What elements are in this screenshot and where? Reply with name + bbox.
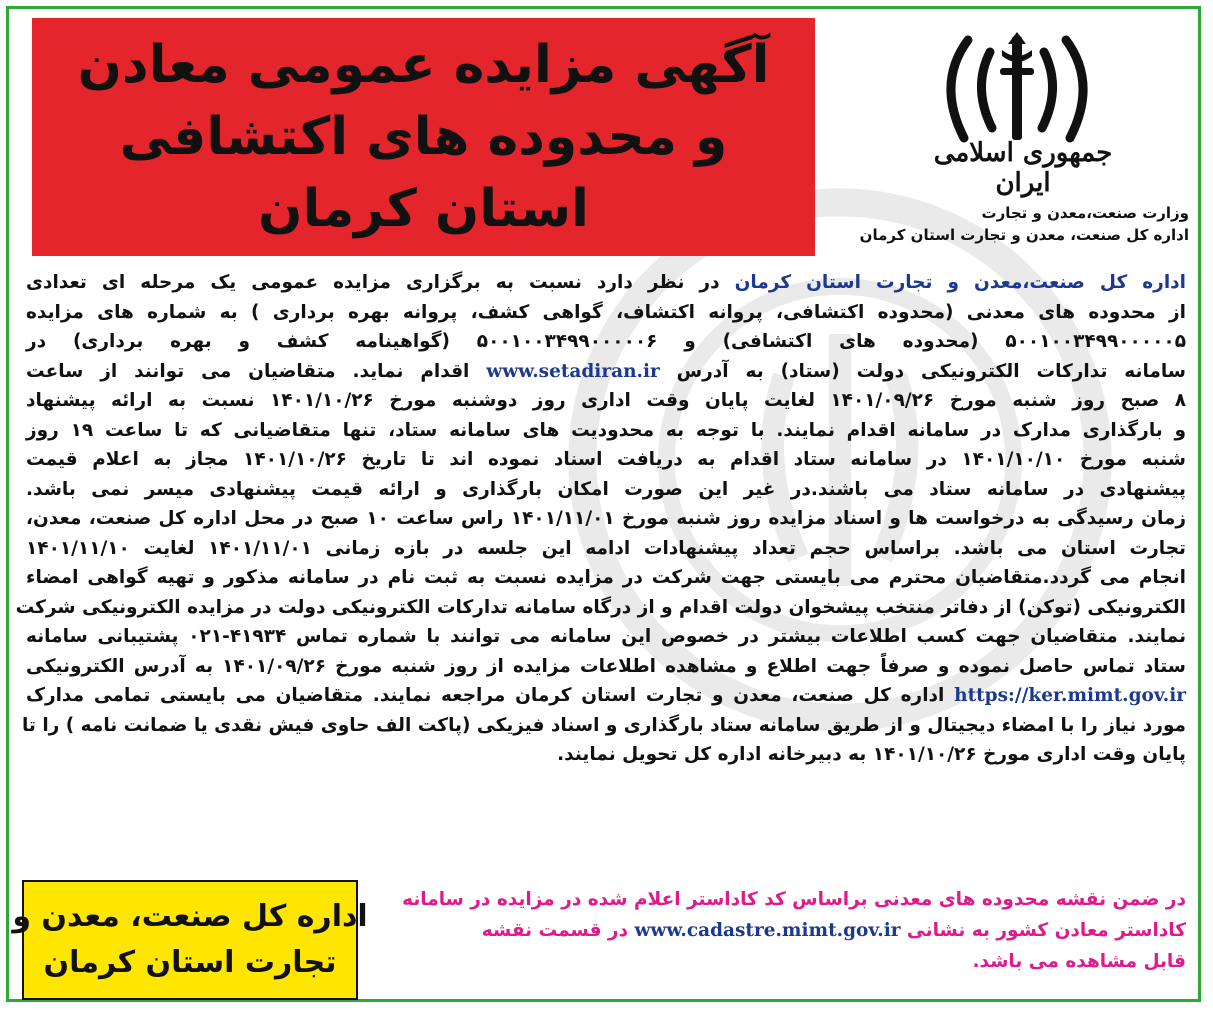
signature-line-1: اداره کل صنعت، معدن و [12, 899, 368, 934]
body-line [26, 681, 1186, 711]
body-line [26, 357, 1186, 387]
setadiran-link[interactable]: www.setadiran.ir [486, 360, 660, 382]
body-line: نمایند. متقاضیان جهت کسب اطلاعات بیشتر در خصوص این سامانه می توانند با شماره تماس ۴۱۹۳۴-۰۲۱ پشتیبانی سامانه [26, 626, 1187, 647]
body-line: از محدوده های معدنی (محدوده اکتشافی، پروانه اکتشاف، گواهی کشف، پروانه بهره برداری ) به شماره های مزایده [26, 301, 1186, 323]
body-line: زمان رسیدگی به درخواست ها و اسناد مزایده روز شنبه مورخ ۱۴۰۱/۱۱/۰۱ راس ساعت ۱۰ صبح در محل اداره کل صنعت، معدن، [26, 508, 1186, 529]
note-text-segment: کاداستر معادن کشور به نشانی [900, 920, 1186, 941]
body-line: الکترونیکی (توکن) از دفاتر منتخب پیشخوان دولت اقدام و از درگاه سامانه تدارکات الکترونیکی دولت در مزایده الکترونیکی شرکت [15, 596, 1186, 618]
body-line: مورد نیاز را با امضاء دیجیتال و از طریق سامانه ستاد بارگذاری و اسناد فیزیکی (پاکت الف حاوی فیش نقدی یا ضمانت نامه ) را تا [21, 714, 1186, 736]
body-line: ستاد تماس حاصل نموده و صرفاً جهت اطلاع و مشاهده اطلاعات مزایده از روز شنبه مورخ ۱۴۰۱/۰۹/۲۶ به آدرس الکترونیکی [26, 655, 1186, 677]
department-name: اداره کل صنعت، معدن و تجارت استان کرمان [859, 226, 1189, 244]
emblem-caption: جمهوری اسلامی ایران [933, 138, 1113, 198]
mimt-link[interactable]: https://ker.mimt.gov.ir [954, 685, 1186, 706]
title-line-1: آگهی مزایده عمومی معادن [77, 35, 770, 95]
signature-line-2: تجارت استان کرمان [43, 945, 337, 980]
body-line: شنبه مورخ ۱۴۰۱/۱۰/۱۰ در سامانه ستاد اقدام به دریافت اسناد نموده اند تا تاریخ ۱۴۰۱/۱۰/۲۶ مجاز به اعلام قیمت [26, 449, 1186, 470]
body-line: تجارت استان می باشد. براساس حجم تعداد پیشنهادات ادامه این جلسه در بازه زمانی ۱۴۰۱/۱۱/۰۱ لغایت ۱۴۰۱/۱۱/۱۰ [26, 537, 1186, 559]
body-text-segment: در نظر دارد نسبت به برگزاری مزایده عمومی یک مرحله ای تعدادی [26, 272, 735, 293]
body-line: ۵۰۰۱۰۰۳۴۹۹۰۰۰۰۰۵ (محدوده های اکتشافی) و ۵۰۰۱۰۰۳۴۹۹۰۰۰۰۰۶ (گواهینامه کشف و بهره برداری) در [26, 331, 1186, 352]
note-line: قابل مشاهده می باشد. [972, 951, 1186, 972]
title-line-3: استان کرمان [258, 179, 589, 239]
body-line: ۸ صبح روز شنبه مورخ ۱۴۰۱/۰۹/۲۶ لغایت پایان وقت اداری روز دوشنبه مورخ ۱۴۰۱/۱۰/۲۶ نسبت به ارائه پیشنهاد [26, 390, 1186, 411]
body-line: پایان وقت اداری مورخ ۱۴۰۱/۱۰/۲۶ به دبیرخانه اداره کل تحویل نمایند. [557, 744, 1186, 765]
body-line: انجام می گردد.متقاضیان محترم می بایستی جهت شرکت در مزایده نسبت به ثبت نام در سامانه مذکور و تهیه گواهی امضاء [26, 567, 1186, 588]
body-line: پیشنهادی در سامانه ستاد می باشند.در غیر این صورت امکان بارگذاری و ارائه قیمت پیشنهادی میسر نمی باشد. [26, 478, 1186, 500]
note-text-segment: در قسمت نقشه [481, 920, 635, 941]
body-text-segment: اقدام نماید. متقاضیان می توانند از ساعت [26, 360, 487, 382]
ministry-header [860, 202, 1189, 246]
body-line [26, 268, 1186, 298]
ministry-name: وزارت صنعت،معدن و تجارت [981, 204, 1189, 222]
note-line: در ضمن نقشه محدوده های معدنی براساس کد کاداستر اعلام شده در مزایده در سامانه [402, 889, 1186, 910]
body-text-segment: سامانه تدارکات الکترونیکی دولت (ستاد) به آدرس [659, 360, 1187, 382]
title-banner [32, 18, 815, 256]
announcement-body [15, 268, 1187, 770]
organization-name: اداره کل صنعت،معدن و تجارت استان کرمان [734, 272, 1186, 293]
body-line: و بارگذاری مدارک در سامانه اقدام نمایند. با توجه به محدودیت های سامانه ستاد، تنها متقاضیانی که تا ساعت ۱۹ روز [26, 419, 1186, 441]
cadastre-note [370, 884, 1186, 977]
signature-box [12, 880, 368, 1000]
body-text-segment: اداره کل صنعت، معدن و تجارت استان کرمان مراجعه نمایند. متقاضیان می بایستی تمامی مدارک [26, 685, 955, 706]
cadastre-link[interactable]: www.cadastre.mimt.gov.ir [634, 920, 901, 941]
note-line [370, 915, 1186, 946]
title-line-2: و محدوده های اکتشافی [119, 107, 728, 167]
